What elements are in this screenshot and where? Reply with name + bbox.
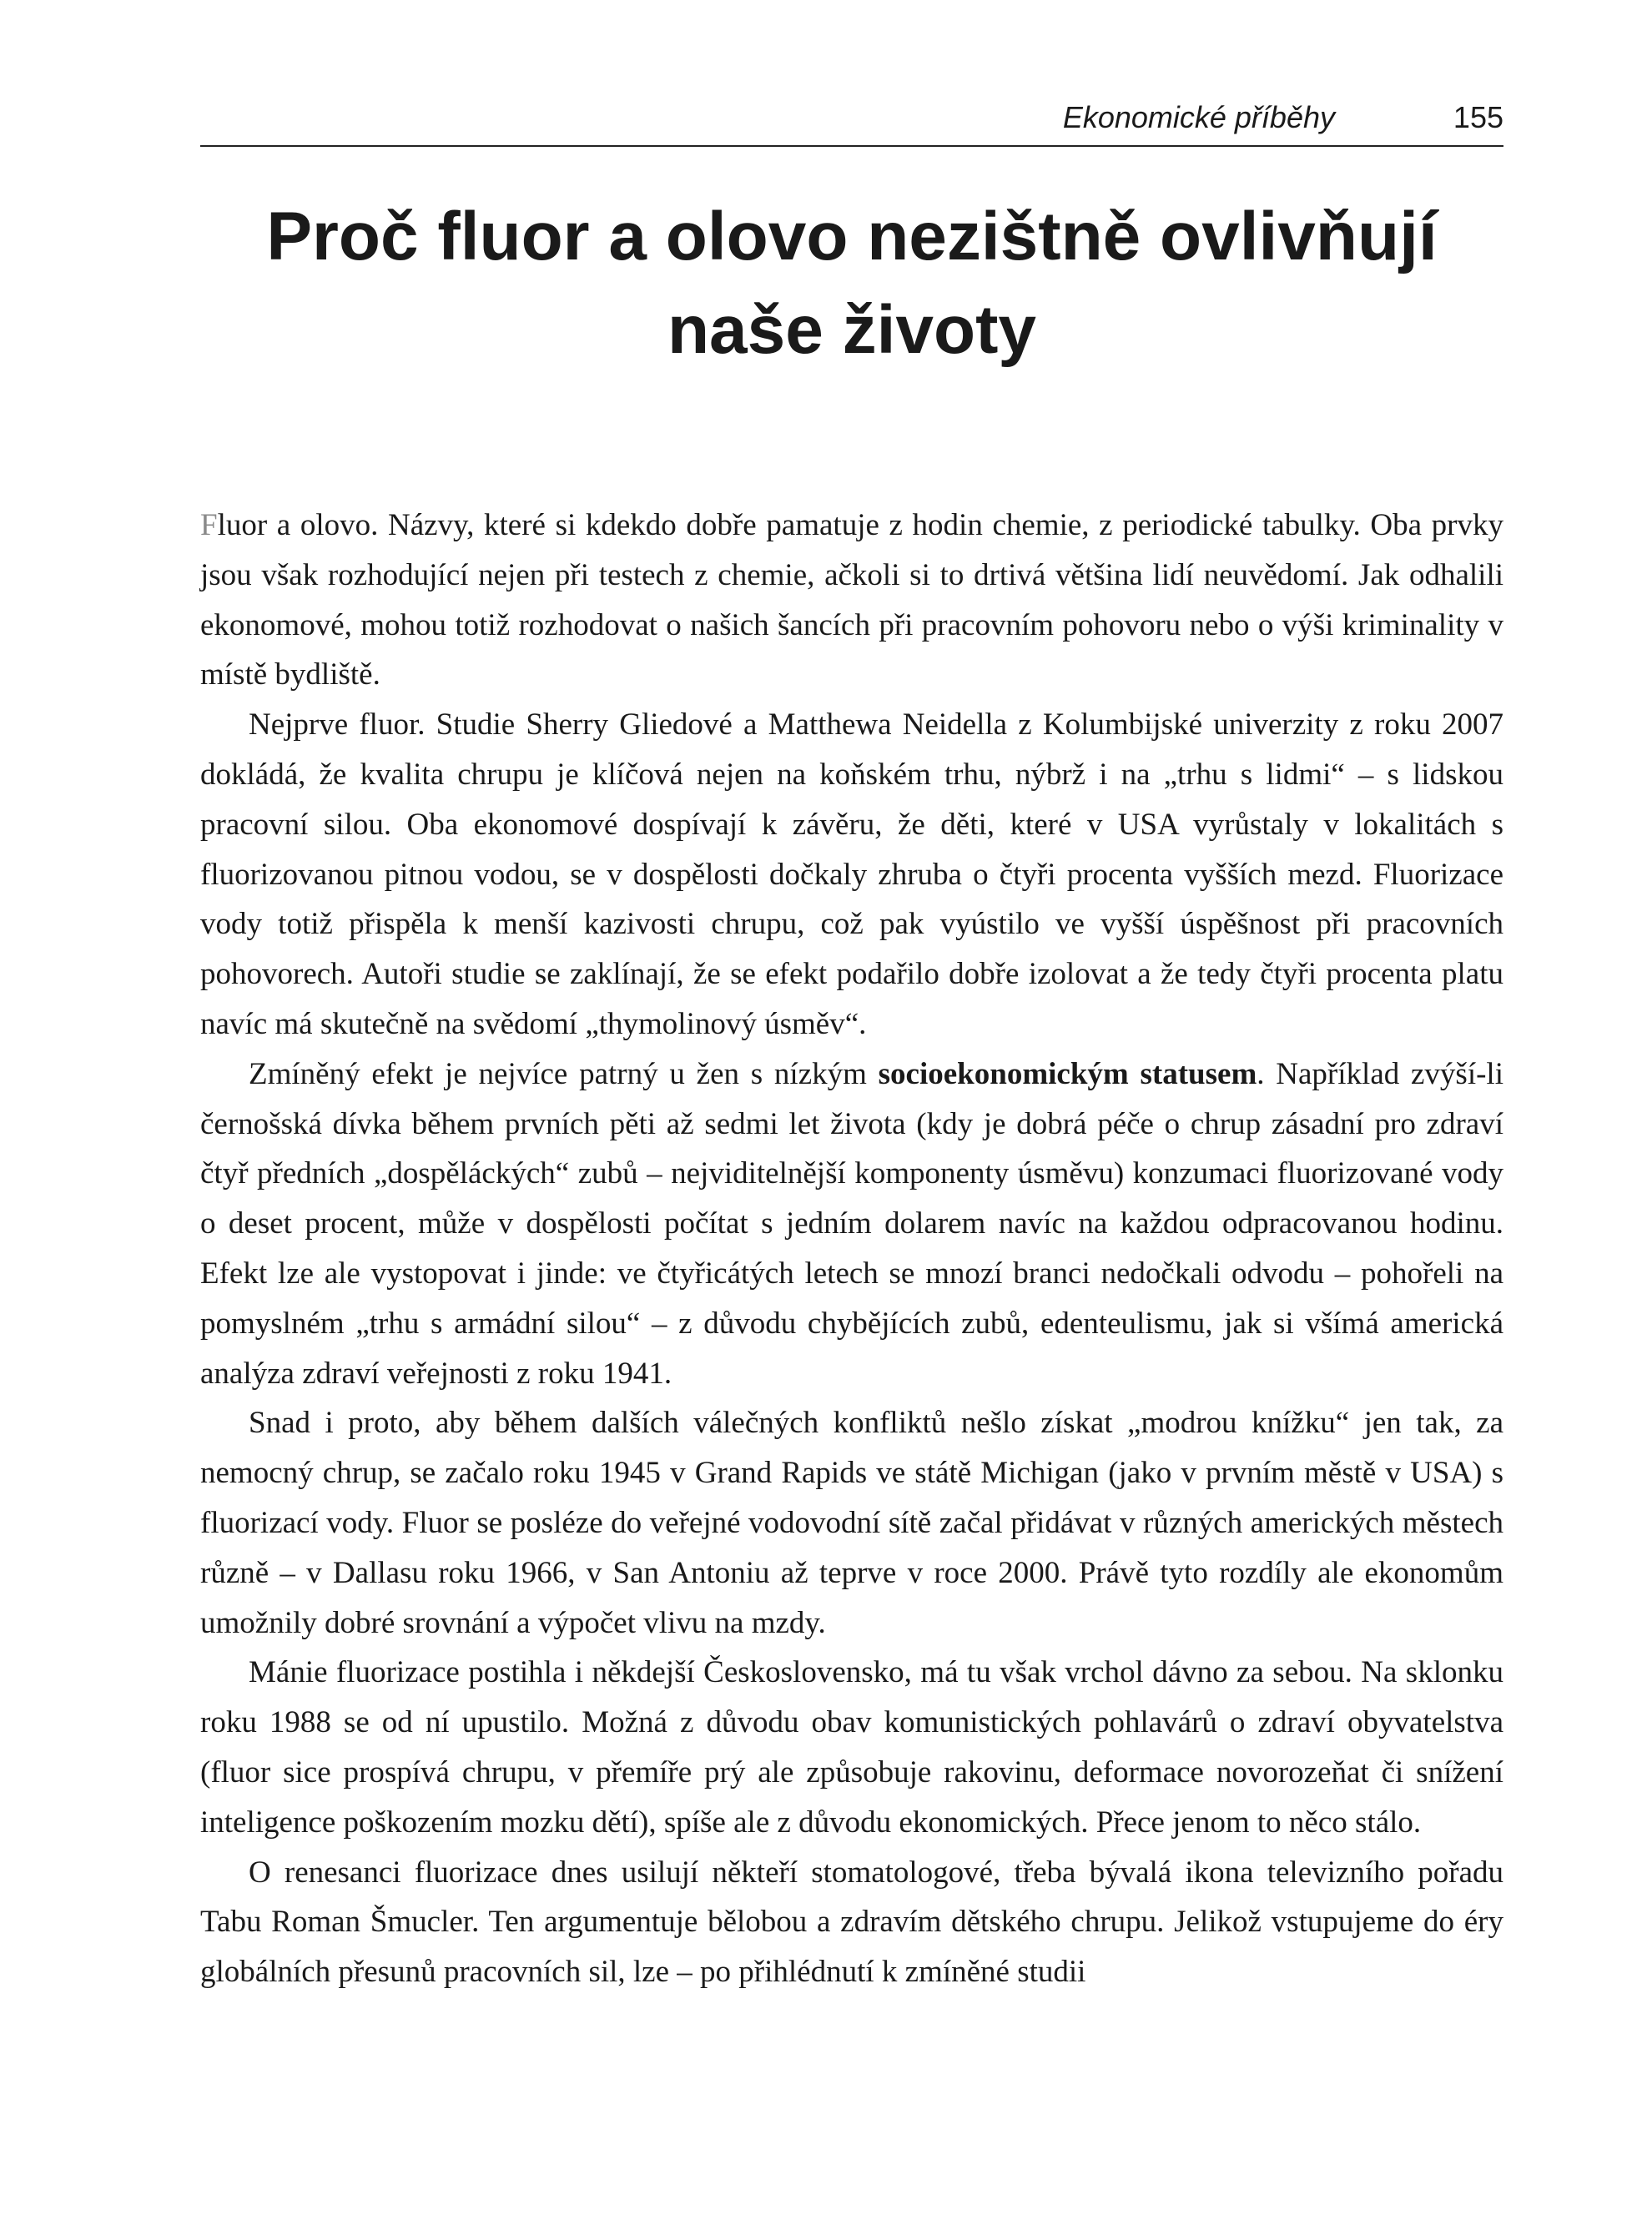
paragraph-6: O renesanci fluorizace dnes usilují někteří stomatologové, třeba bývalá ikona televizního pořadu Tabu Roman Šmucler. Ten argumentuje bělobou a zdravím dětského chrupu. Jelikož vstupujeme do éry globálních přesunů pracovních sil, lze – po přihlédnutí k zmíněné studii xyxy=(200,1855,1503,1990)
running-header xyxy=(200,92,1503,147)
bold-term: socioekonomickým statusem xyxy=(878,1056,1257,1091)
page-number: 155 xyxy=(1453,100,1503,134)
paragraph-3-text-end: . Například zvýší-li černošská dívka během prvních pěti až sedmi let života (kdy je dobrá péče o chrup zásadní pro zdraví čtyř předních „dospěláckých“ zubů – nejviditelnější komponenty úsměvu) konzumaci fluorizované vody o deset procent, může v dospělosti počítat s jedním dolarem navíc na každou odpracovanou hodinu. Efekt lze ale vystopovat i jinde: ve čtyřicátých letech se mnozí branci nedočkali odvodu – pohořeli na pomyslném „trhu s armádní silou“ – z důvodu chybějících zubů, edenteulismu, jak si všímá americká analýza zdraví veřejnosti z roku 1941. xyxy=(200,1056,1503,1391)
chapter-title-line-2: naše životy xyxy=(667,292,1037,368)
paragraph-3-text-start: Zmíněný efekt je nejvíce patrný u žen s nízkým xyxy=(249,1056,879,1091)
paragraph-3 xyxy=(200,1050,1503,1399)
chapter-title-line-1: Proč fluor a olovo nezištně ovlivňují xyxy=(266,199,1438,274)
paragraph-1-text: luor a olovo. Názvy, které si kdekdo dobře pamatuje z hodin chemie, z periodické tabulky. Oba prvky jsou však rozhodující nejen při testech z chemie, ačkoli si to drtivá většina lidí neuvědomí. Jak odhalili ekonomové, mohou totiž rozhodovat o našich šancích při pracovním pohovoru nebo o výši kriminality v místě bydliště. xyxy=(200,508,1503,692)
paragraph-4: Snad i proto, aby během dalších válečných konfliktů nešlo získat „modrou knížku“ jen tak, za nemocný chrup, se začalo roku 1945 v Grand Rapids ve státě Michigan (jako v prvním městě v USA) s fluorizací vody. Fluor se posléze do veřejné vodovodní sítě začal přidávat v různých amerických městech různě – v Dallasu roku 1966, v San Antoniu až teprve v roce 2000. Právě tyto rozdíly ale ekonomům umožnily dobré srovnání a výpočet vlivu na mzdy. xyxy=(200,1406,1503,1640)
chapter-title xyxy=(200,190,1503,377)
running-title: Ekonomické příběhy xyxy=(1062,100,1335,134)
paragraph-5: Mánie fluorizace postihla i někdejší Československo, má tu však vrchol dávno za sebou. Na sklonku roku 1988 se od ní upustilo. Možná z důvodu obav komunistických pohlavárů o zdraví obyvatelstva (fluor sice prospívá chrupu, v přemíře prý ale způsobuje rakovinu, deformace novorozeňat či snížení inteligence poškozením mozku dětí), spíše ale z důvodu ekonomických. Přece jenom to něco stálo. xyxy=(200,1655,1503,1840)
initial-letter: F xyxy=(200,508,218,542)
paragraph-2: Nejprve fluor. Studie Sherry Gliedové a Matthewa Neidella z Kolumbijské univerzity z roku 2007 dokládá, že kvalita chrupu je klíčová nejen na koňském trhu, nýbrž i na „trhu s lidmi“ – s lidskou pracovní silou. Oba ekonomové dospívají k závěru, že děti, které v USA vyrůstaly v lokalitách s fluorizovanou pitnou vodou, se v dospělosti dočkaly zhruba o čtyři procenta vyšších mezd. Fluorizace vody totiž přispěla k menší kazivosti chrupu, což pak vyústilo ve vyšší úspěšnost při pracovních pohovorech. Autoři studie se zaklínají, že se efekt podařilo dobře izolovat a že tedy čtyři procenta platu navíc má skutečně na svědomí „thymolinový úsměv“. xyxy=(200,707,1503,1041)
paragraph-1 xyxy=(200,501,1503,700)
article-body xyxy=(200,501,1503,1997)
